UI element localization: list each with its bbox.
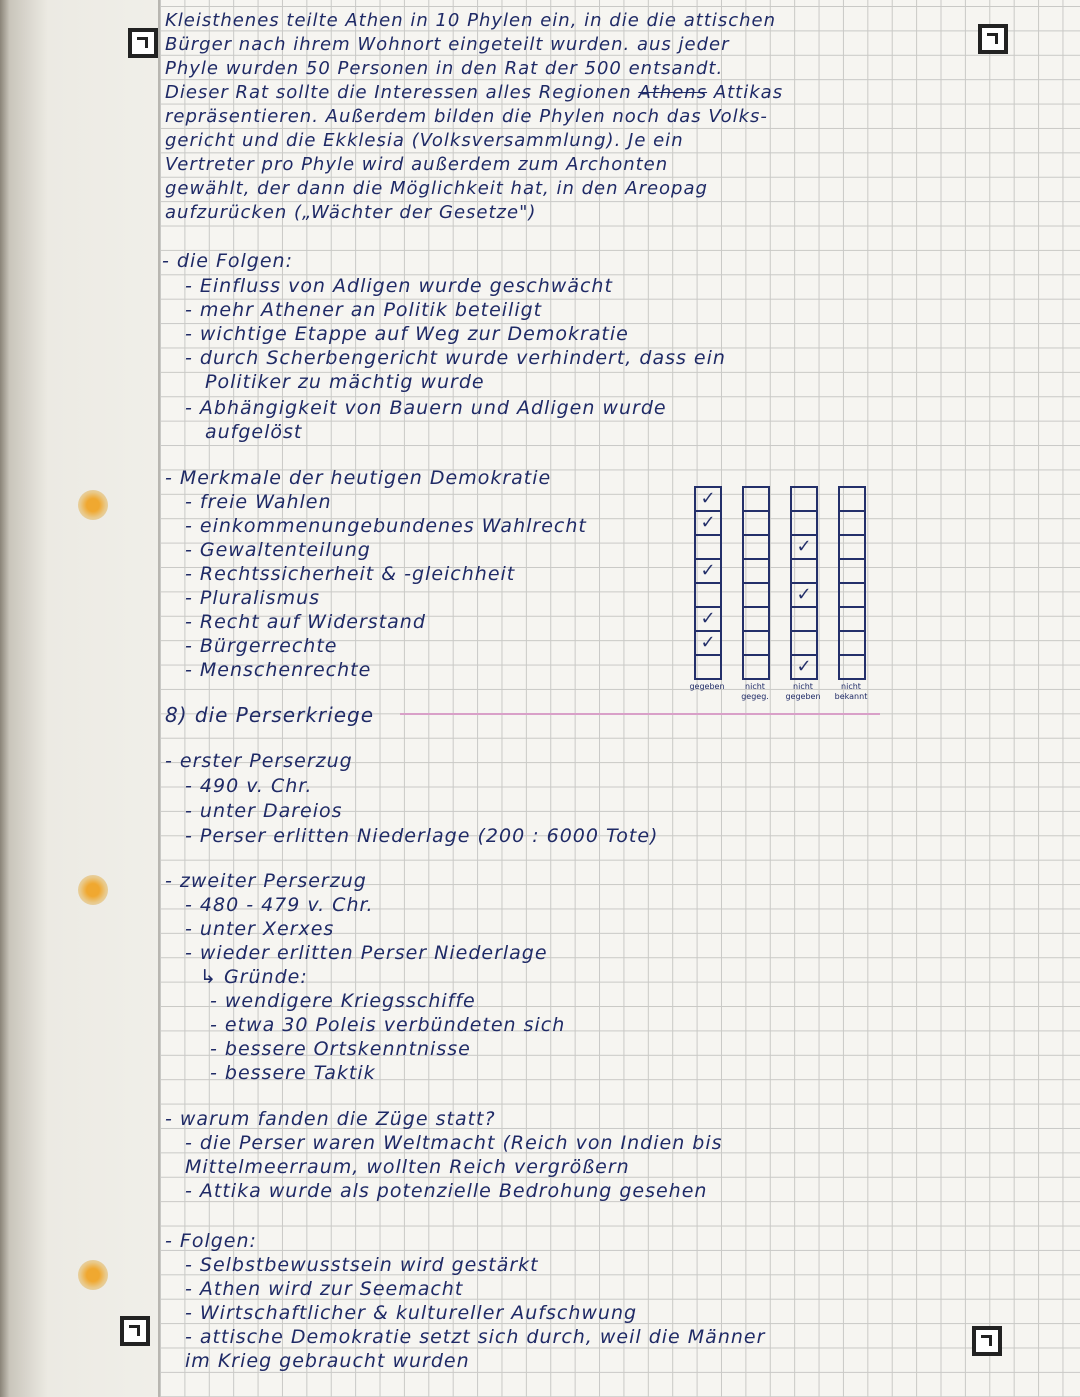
list-item: - Bürgerrechte [185,635,338,657]
list-item: - die Perser waren Weltmacht (Reich von Indien bis [185,1132,723,1154]
paragraph-line: Vertreter pro Phyle wird außerdem zum Archonten [165,154,669,175]
checkbox-column [838,486,866,680]
checkbox[interactable] [696,536,720,560]
paragraph-line: Bürger nach ihrem Wohnort eingeteilt wurden. aus jeder [165,34,730,55]
margin-line [158,0,160,1397]
checkbox[interactable] [696,584,720,608]
paragraph-line: repräsentieren. Außerdem bilden die Phylen noch das Volks- [165,106,768,127]
list-item: - 480 - 479 v. Chr. [185,894,374,916]
checkbox[interactable] [744,584,768,608]
list-item: - Einfluss von Adligen wurde geschwächt [185,275,613,297]
list-item: Mittelmeerraum, wollten Reich vergrößern [185,1156,630,1178]
list-item: - Pluralismus [185,587,321,609]
list-item: - Recht auf Widerstand [185,611,426,633]
list-item: - Menschenrechte [185,659,372,681]
checkbox-checked[interactable]: ✓ [696,512,720,536]
list-item: im Krieg gebraucht wurden [185,1350,470,1372]
checkbox[interactable] [744,536,768,560]
list-item: - einkommenungebundenes Wahlrecht [185,515,587,537]
checkbox[interactable] [744,512,768,536]
checkbox-checked[interactable]: ✓ [792,584,816,608]
checkbox[interactable] [840,512,864,536]
checkbox-checked[interactable]: ✓ [696,560,720,584]
checkbox-checked[interactable]: ✓ [796,656,812,677]
checkbox[interactable] [744,488,768,512]
list-item: - bessere Ortskenntnisse [210,1038,471,1060]
list-item: - mehr Athener an Politik beteiligt [185,299,543,321]
punch-hole [78,875,108,905]
list-item: - wendigere Kriegsschiffe [210,990,476,1012]
checkbox[interactable] [840,536,864,560]
checkbox[interactable] [696,656,720,678]
paragraph-line: gewählt, der dann die Möglichkeit hat, in den Areopag [165,178,708,199]
list-item: - wieder erlitten Perser Niederlage [185,942,548,964]
list-item: - Athen wird zur Seemacht [185,1278,464,1300]
paragraph-line: aufzurücken („Wächter der Gesetze") [165,202,537,223]
list-item: - Folgen: [165,1230,257,1252]
checkbox[interactable] [840,632,864,656]
list-item: - etwa 30 Poleis verbündeten sich [210,1014,566,1036]
list-item: - 490 v. Chr. [185,775,313,797]
punch-hole [78,1260,108,1290]
column-label: gegeben [689,682,725,691]
column-label: nicht gegeg. [741,682,769,701]
paragraph-line [165,82,783,103]
section-heading: - Merkmale der heutigen Demokratie [165,467,552,489]
list-item: - Abhängigkeit von Bauern und Adligen wurde [185,397,667,419]
checkbox[interactable] [792,608,816,632]
checkbox-checked[interactable]: ✓ [696,608,720,632]
list-item: ↳ Gründe: [200,966,308,988]
punch-hole [78,490,108,520]
list-item: - wichtige Etappe auf Weg zur Demokratie [185,323,629,345]
notebook-binding [0,0,160,1397]
list-item: - zweiter Perserzug [165,870,367,892]
checkbox-table [689,486,874,706]
list-item: - Attika wurde als potenzielle Bedrohung gesehen [185,1180,708,1202]
list-item: - warum fanden die Züge statt? [165,1108,496,1130]
checkbox[interactable] [744,560,768,584]
checkbox-column [790,486,818,680]
corner-marker-icon [128,28,158,58]
list-item: aufgelöst [205,421,303,443]
corner-marker-icon [120,1316,150,1346]
checkbox-column [694,486,722,680]
corner-marker-icon [978,24,1008,54]
checkbox[interactable] [840,656,864,678]
checkbox-column [742,486,770,680]
checkbox[interactable] [792,560,816,584]
checkbox[interactable] [840,584,864,608]
list-item: - erster Perserzug [165,750,353,772]
list-item: - attische Demokratie setzt sich durch, weil die Männer [185,1326,766,1348]
list-item: - Wirtschaftlicher & kultureller Aufschwung [185,1302,638,1324]
pink-underline [400,713,880,715]
column-label: nicht gegeben [785,682,821,701]
corner-marker-icon [972,1326,1002,1356]
checkbox[interactable] [840,608,864,632]
paragraph-text: Dieser Rat sollte die Interessen alles Regionen [165,82,632,103]
list-item: - Rechtssicherheit & -gleichheit [185,563,516,585]
list-item: - durch Scherbengericht wurde verhindert, dass ein [185,347,726,369]
list-item: - Perser erlitten Niederlage (200 : 6000 Tote) [185,825,659,847]
checkbox[interactable] [744,656,768,678]
list-item: - Gewaltenteilung [185,539,371,561]
section-heading: - die Folgen: [162,250,293,272]
checkbox[interactable] [792,632,816,656]
correction-word: Attikas [713,82,784,103]
checkbox[interactable] [792,512,816,536]
checkbox-checked[interactable]: ✓ [696,632,720,656]
checkbox[interactable] [840,560,864,584]
list-item: - Selbstbewusstsein wird gestärkt [185,1254,539,1276]
list-item: - unter Xerxes [185,918,335,940]
column-label: nicht bekannt [834,682,868,701]
paragraph-line: gericht und die Ekklesia (Volksversammlung). Je ein [165,130,684,151]
list-item: - unter Dareios [185,800,343,822]
paragraph-line: Kleisthenes teilte Athen in 10 Phylen ein, in die die attischen [165,10,777,31]
list-item: - bessere Taktik [210,1062,376,1084]
struck-word: Athens [638,82,708,103]
checkbox-checked[interactable]: ✓ [792,536,816,560]
paragraph-line: Phyle wurden 50 Personen in den Rat der 500 entsandt. [165,58,724,79]
list-item: - freie Wahlen [185,491,332,513]
section-heading: 8) die Perserkriege [165,703,374,727]
checkbox[interactable] [744,632,768,656]
checkbox[interactable] [744,608,768,632]
checkbox-checked[interactable]: ✓ [696,488,720,512]
checkbox[interactable] [792,488,816,512]
checkbox[interactable] [840,488,864,512]
list-item: Politiker zu mächtig wurde [205,371,485,393]
